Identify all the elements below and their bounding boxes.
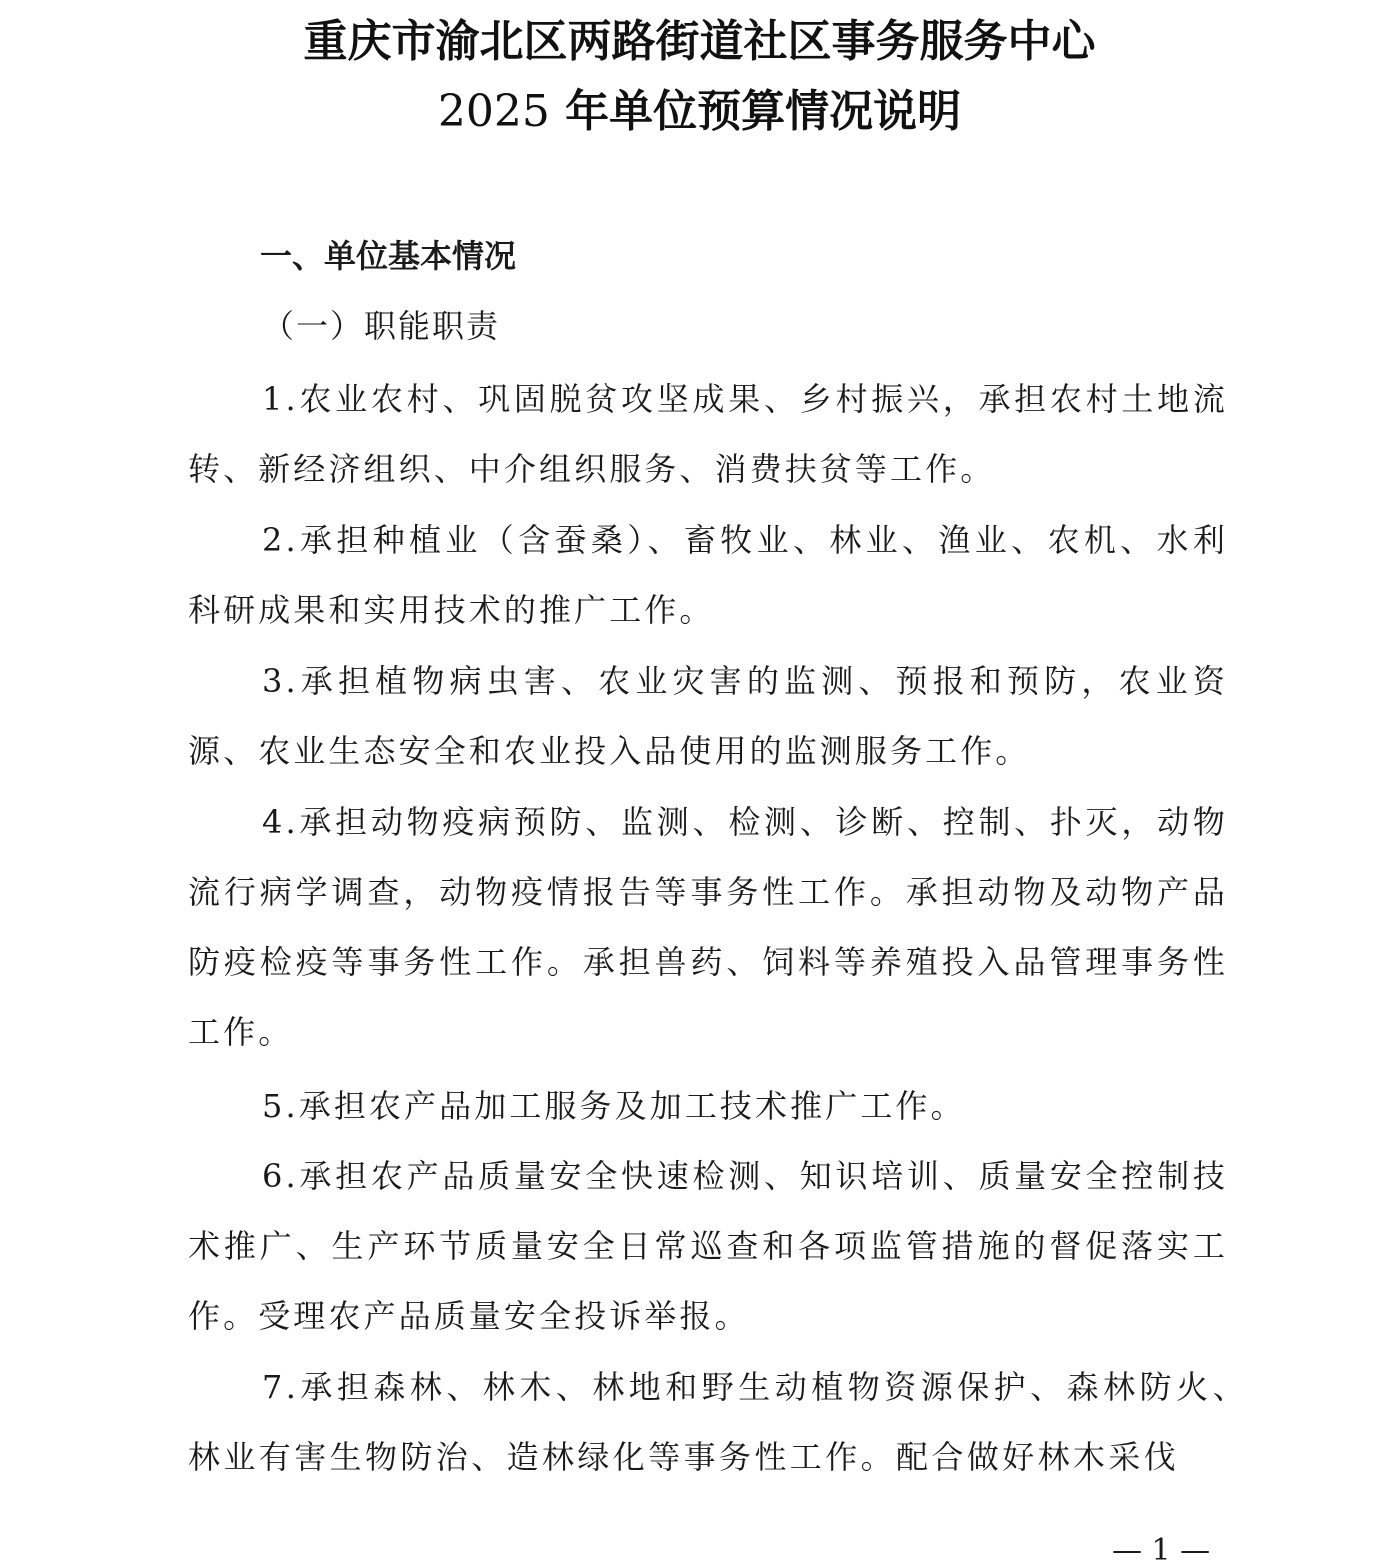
paragraph-1: 1.农业农村、巩固脱贫攻坚成果、乡村振兴，承担农村土地流转、新经济组织、中介组织服务、消费扶贫等工作。 xyxy=(188,380,1228,488)
page-number: — 1 — xyxy=(1112,1533,1211,1568)
title-rest: 年单位预算情况说明 xyxy=(549,86,962,137)
paragraph-2: 2.承担种植业（含蚕桑）、畜牧业、林业、渔业、农机、水利科研成果和实用技术的推广工作。 xyxy=(188,521,1228,629)
subsection-heading: （一）职能职责 xyxy=(262,307,501,345)
section-heading: 一、单位基本情况 xyxy=(260,237,517,275)
paragraph-3: 3.承担植物病虫害、农业灾害的监测、预报和预防，农业资源、农业生态安全和农业投入品使用的监测服务工作。 xyxy=(188,662,1228,770)
document-title-line1: 重庆市渝北区两路街道社区事务服务中心 xyxy=(303,16,1096,67)
paragraph-7: 7.承担森林、林木、林地和野生动植物资源保护、森林防火、林业有害生物防治、造林绿化等事务性工作。配合做好林木采伐 xyxy=(188,1368,1248,1476)
document-title-line2 xyxy=(0,82,1399,142)
paragraph-4: 4.承担动物疫病预防、监测、检测、诊断、控制、扑灭，动物流行病学调查，动物疫情报告等事务性工作。承担动物及动物产品防疫检疫等事务性工作。承担兽药、饲料等养殖投入品管理事务性工作。 xyxy=(188,803,1228,1051)
paragraph-5: 5.承担农产品加工服务及加工技术推广工作。 xyxy=(262,1087,966,1125)
title-year: 2025 xyxy=(437,86,550,137)
paragraph-6: 6.承担农产品质量安全快速检测、知识培训、质量安全控制技术推广、生产环节质量安全日常巡查和各项监管措施的督促落实工作。受理农产品质量安全投诉举报。 xyxy=(188,1157,1228,1335)
